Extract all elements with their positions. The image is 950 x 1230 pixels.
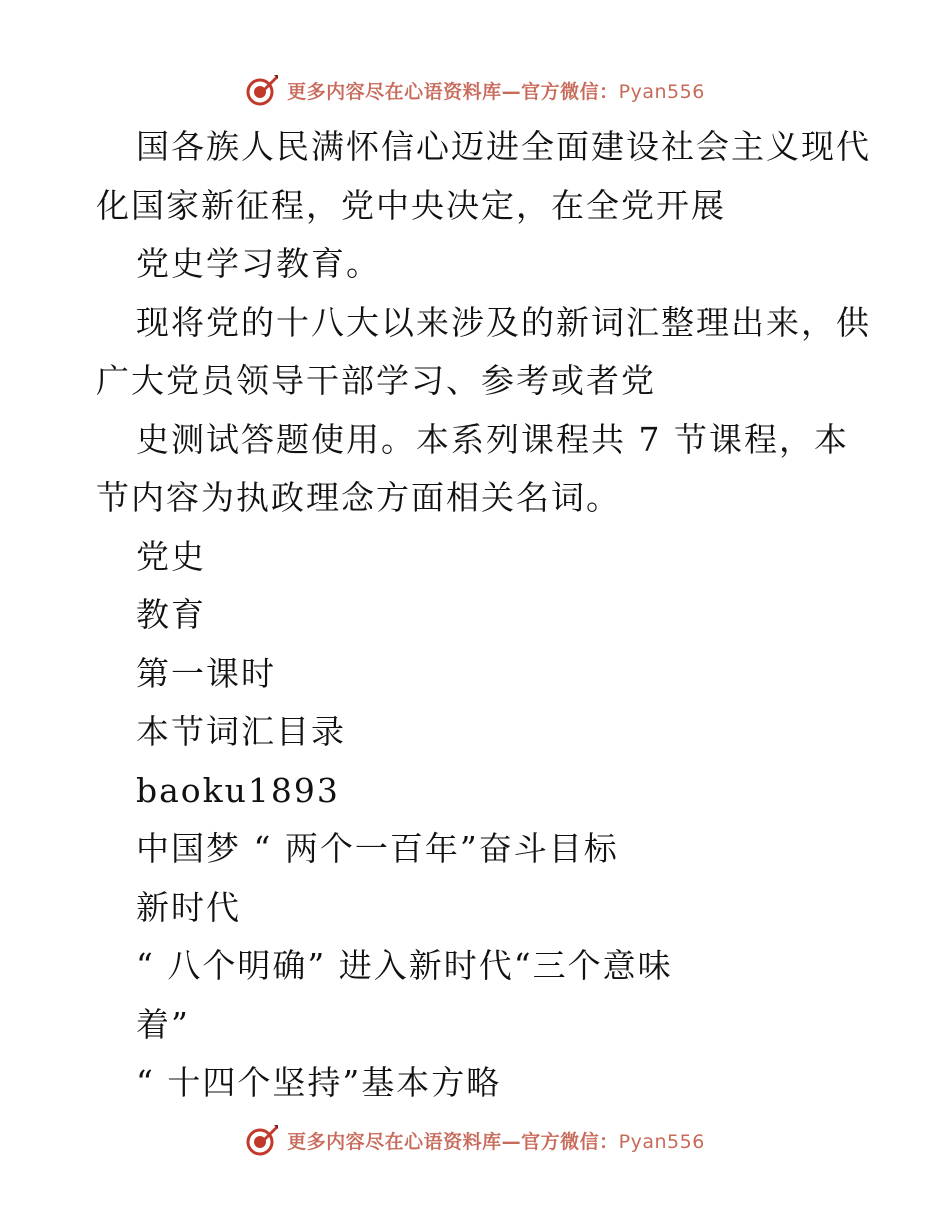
footer-banner [0, 1120, 950, 1160]
vocab-item: “ 十四个坚持”基本方略 [136, 1063, 502, 1102]
paragraph-line: 史测试答题使用。本系列课程共 7 节课程，本 [136, 419, 849, 459]
vocab-item: 着” [136, 1004, 190, 1044]
heading-line: 教育 [136, 595, 206, 634]
document-body [96, 118, 871, 1113]
paragraph-line: 现将党的十八大以来涉及的新词汇整理出来，供 [136, 302, 871, 342]
vocab-item: 新时代 [136, 887, 241, 927]
banner-caption: 更多内容尽在心语资料库—官方微信： [287, 1130, 619, 1153]
banner-text [287, 77, 705, 104]
paragraph-line: 化国家新征程，党中央决定，在全党开展 [96, 185, 726, 225]
paragraph-line: 节内容为执政理念方面相关名词。 [96, 478, 621, 517]
paragraph-line: 广大党员领导干部学习、参考或者党 [96, 361, 656, 400]
quill-seal-icon [245, 1123, 279, 1157]
vocab-item: 中国梦 “ 两个一百年”奋斗目标 [136, 829, 619, 868]
wechat-id: Pyan556 [618, 1130, 705, 1153]
quill-seal-icon [245, 73, 279, 107]
code-line: baoku1893 [136, 770, 340, 810]
header-banner [0, 70, 950, 110]
paragraph-line: 党史学习教育。 [136, 244, 381, 283]
banner-caption: 更多内容尽在心语资料库—官方微信： [287, 80, 619, 103]
banner-text [287, 1127, 705, 1154]
heading-line: 第一课时 [136, 653, 276, 693]
paragraph-line: 国各族人民满怀信心迈进全面建设社会主义现代 [136, 127, 871, 166]
heading-line: 本节词汇目录 [136, 712, 346, 751]
wechat-id: Pyan556 [618, 80, 705, 103]
heading-line: 党史 [136, 536, 206, 576]
vocab-item: “ 八个明确” 进入新时代“三个意味 [136, 946, 673, 985]
